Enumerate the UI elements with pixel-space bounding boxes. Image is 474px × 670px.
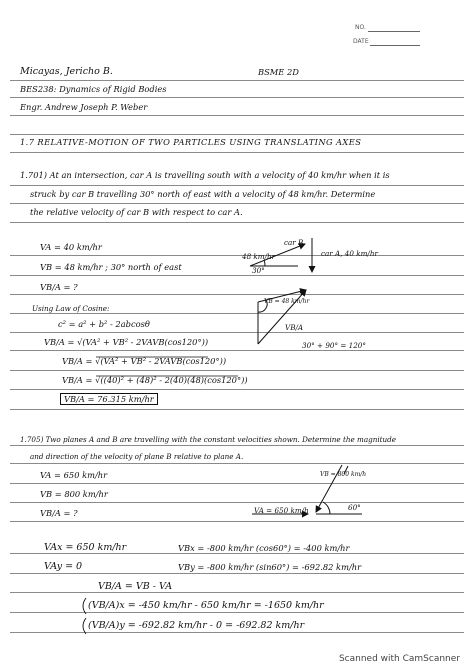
p2-relative-x: (VB/A)x = -450 km/hr - 650 km/hr = -1650 km/hr (88, 600, 324, 611)
p2-given-va: VA = 650 km/hr (40, 470, 108, 480)
section: BSME 2D (258, 67, 299, 77)
bracket-left-y (83, 618, 86, 634)
p2-fig-vb: VB = 800 km/h (320, 471, 367, 478)
p1-fig-cara: car A, 40 km/hr (321, 249, 378, 258)
p1-given-va: VA = 40 km/hr (40, 242, 102, 252)
p2-relative-y: (VB/A)y = -692.82 km/hr - 0 = -692.82 km/hr (88, 620, 305, 631)
p2-relative: VB/A = VB - VA (98, 581, 173, 592)
p1-triangle-vba (258, 290, 306, 344)
radical-bars (96, 357, 238, 376)
p2-given-vb: VB = 800 km/hr (40, 489, 108, 499)
p2-statement-line2: and direction of the velocity of plane B relative to plane A. (30, 452, 244, 461)
p2-vb-vector (316, 465, 342, 512)
p1-fig-vb: VB = 48 km/hr (264, 298, 310, 305)
p1-statement-line2: struck by car B travelling 30° north of east with a velocity of 48 km/hr. Determine (30, 189, 376, 199)
p1-carb-vector (250, 244, 305, 266)
p2-vay: VAy = 0 (44, 561, 83, 572)
p1-answer: VB/A = 76.315 km/hr (60, 393, 158, 405)
p2-fig-60: 60° (348, 503, 361, 512)
p2-vbx: VBx = -800 km/hr (cos60°) = -400 km/hr (178, 543, 350, 553)
p1-fig-30: 30° (252, 266, 265, 275)
bracket-left-x (83, 598, 86, 614)
p2-angle-arc (323, 502, 330, 514)
p2-given-vba: VB/A = ? (40, 508, 78, 518)
p2-statement-line1: 1.705) Two planes A and B are travelling with the constant velocities shown. Determine the magnitude (20, 435, 397, 444)
p1-fig-angle: 30° + 90° = 120° (302, 341, 366, 350)
scanner-watermark: Scanned with CamScanner (338, 654, 460, 664)
p2-vax: VAx = 650 km/hr (44, 542, 127, 553)
topic-heading: 1.7 RELATIVE-MOTION OF TWO PARTICLES USING TRANSLATING AXES (20, 137, 362, 147)
p1-statement-line3: the relative velocity of car B with respect to car A. (30, 207, 243, 217)
p1-law-label: Using Law of Cosine: (32, 304, 110, 313)
instructor: Engr. Andrew Joseph P. Weber (20, 102, 148, 112)
p1-statement-line1: 1.701) At an intersection, car A is travelling south with a velocity of 40 km/hr when it is (20, 170, 390, 180)
p2-vby: VBy = -800 km/hr (sin60°) = -692.82 km/hr (178, 562, 362, 572)
p1-fig-carb: car B (284, 238, 304, 247)
brackets (83, 598, 86, 634)
course: BES238: Dynamics of Rigid Bodies (20, 84, 167, 94)
p1-given-vb: VB = 48 km/hr ; 30° north of east (40, 262, 182, 272)
p1-fig-vba: VB/A (285, 323, 304, 332)
p1-eq1: c² = a² + b² - 2abcosθ (58, 319, 150, 329)
p1-given-vba: VB/A = ? (40, 282, 78, 292)
p1-angle-arc (264, 260, 265, 266)
p2-velocity-diagram (252, 465, 362, 514)
p1-velocity-diagram (250, 238, 312, 272)
student-name: Micayas, Jericho B. (20, 66, 113, 77)
date-label: DATE (353, 38, 369, 45)
p1-fig-48: 48 km/hr (242, 252, 276, 261)
p1-eq3: VB/A = √(VA² + VB² - 2VAVB(cos120°)) (62, 356, 227, 366)
p2-tick (344, 466, 348, 474)
p2-fig-va: VA = 650 km/h (254, 506, 309, 515)
p1-vector-triangle (258, 290, 306, 344)
p1-eq2: VB/A = √(VA² + VB² - 2VAVB(cos120°)) (44, 337, 209, 347)
p1-triangle-vb (258, 290, 306, 302)
p1-eq4: VB/A = √((40)² + (48)² - 2(40)(48)(cos120°)) (62, 375, 248, 385)
no-label: NO. (355, 24, 366, 31)
